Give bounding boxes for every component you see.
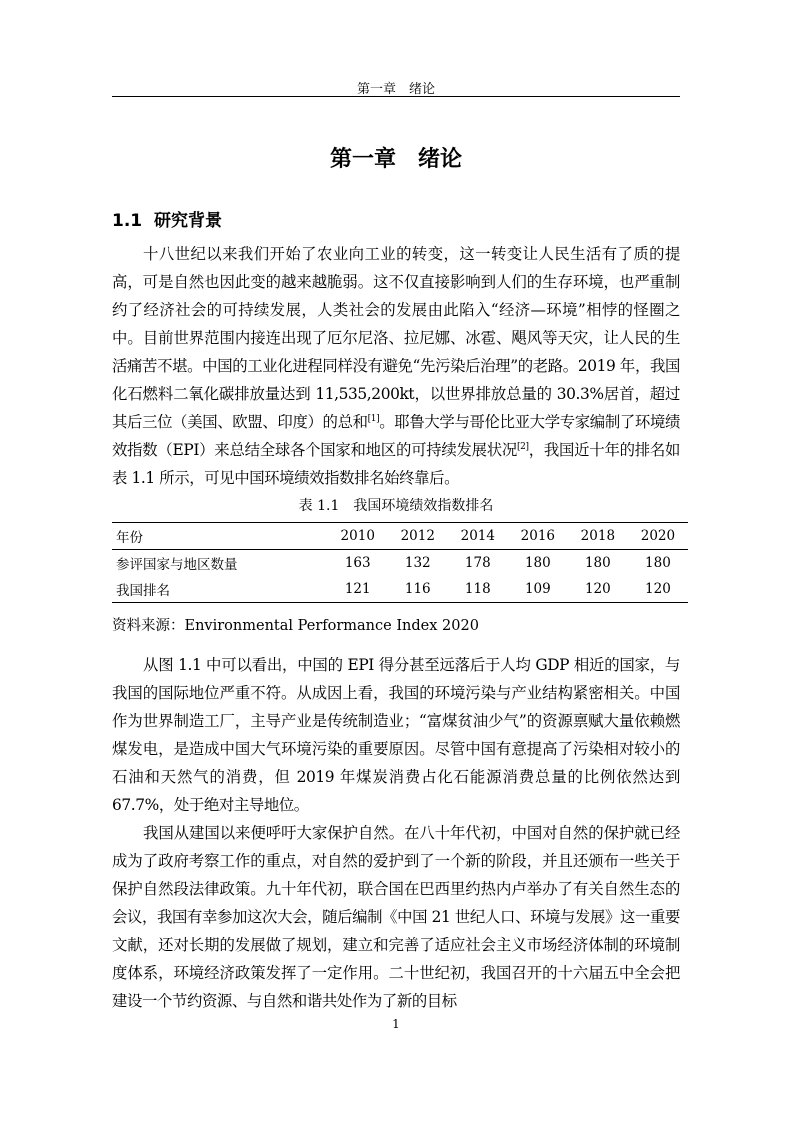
epi-ranking-table	[112, 522, 688, 603]
table-cell: 120	[628, 576, 688, 603]
table-caption: 表 1.1 我国环境绩效指数排名	[298, 498, 494, 514]
table-header-row	[112, 523, 688, 550]
table-header-label: 年份	[112, 523, 328, 550]
table-header-year: 2020	[628, 523, 688, 550]
table-row	[112, 550, 688, 577]
table-cell: 180	[524, 555, 551, 571]
table-cell: 120	[568, 576, 628, 603]
page-number: 1	[392, 1017, 400, 1031]
section-number: 1.1	[112, 211, 143, 231]
table-row-label: 参评国家与地区数量	[116, 557, 238, 573]
table-cell: 178	[464, 555, 491, 571]
table-cell: 116	[388, 576, 448, 603]
table-row	[112, 576, 688, 603]
section-heading	[112, 206, 222, 231]
table-header-year: 2012	[388, 523, 448, 550]
chapter-title: 第一章 绪论	[329, 147, 462, 172]
section-title: 研究背景	[154, 211, 222, 231]
table-header-year: 2018	[568, 523, 628, 550]
table-cell: 121	[328, 576, 388, 603]
paragraph-text: 十八世纪以来我们开始了农业向工业的转变，这一转变让人民生活有了质的提高，可是自然也因此变的越来越脆弱。这不仅直接影响到人们的生存环境，也严重制约了经济社会的可持续发展，人类社会的发展由此陷入“经济—环境”相悖的怪圈之中。目前世界范围内接连出现了厄尔尼洛、拉尼娜、冰雹、飓风等天灾，让人民的生活痛苦不堪。中国的工业化进程同样没有避免“先污染后治理”的老路。2019 年，我国化石燃料二氧化碳排放量达到 11,535,200kt，以世界排放总量的 30.3%居首，超过其后三位（美国、欧盟、印度）的总和	[112, 245, 680, 431]
table-header-year: 2014	[448, 523, 508, 550]
header-rule	[112, 96, 680, 97]
table-cell: 180	[584, 555, 611, 571]
table-cell: 180	[645, 555, 671, 571]
running-header: 第一章 绪论	[356, 82, 435, 97]
table-header-year: 2010	[328, 523, 388, 550]
table-cell: 109	[508, 576, 568, 603]
paragraph-policy-history: 我国从建国以来便呼吁大家保护自然。在八十年代初，中国对自然的保护就已经成为了政府考察工作的重点，对自然的爱护到了一个新的阶段，并且还颁布一些关于保护自然段法律政策。九十年代初，联合国在巴西里约热内卢举办了有关自然生态的会议，我国有幸参加这次大会，随后编制《中国 21 世纪人口、环境与发展》这一重要文献，还对长期的发展做了规划，建立和完善了适应社会主义市场经济体制的环境制度体系，环境经济政策发挥了一定作用。二十世纪初，我国召开的十六届五中全会把建设一个节约资源、与自然和谐共处作为了新的目标	[112, 824, 680, 1010]
table-header-year: 2016	[508, 523, 568, 550]
citation-ref-1[interactable]: [1]	[367, 414, 380, 424]
paragraph-epi-analysis: 从图 1.1 中可以看出，中国的 EPI 得分甚至远落后于人均 GDP 相近的国家，与我国的国际地位严重不符。从成因上看，我国的环境污染与产业结构紧密相关。中国作为世界制造工厂，主导产业是传统制造业；“富煤贫油少气”的资源禀赋大量依赖燃煤发电，是造成中国大气环境污染的重要原因。尽管中国有意提高了污染相对较小的石油和天然气的消费，但 2019 年煤炭消费占化石能源消费总量的比例依然达到 67.7%，处于绝对主导地位。	[112, 656, 680, 814]
paragraph-background	[112, 240, 680, 492]
table-cell: 163	[344, 555, 371, 571]
table-cell: 132	[404, 555, 431, 571]
paragraph-text: 。耶鲁大学与哥伦比亚大学专家编制了环境绩效指数（EPI）来总结全球各个国家和地区的可持续发展状况	[112, 413, 680, 459]
paragraph-text: ，我国近十年的排名如表 1.1 所示，可见中国环境绩效指数排名始终靠后。	[112, 441, 680, 487]
citation-ref-2[interactable]: [2]	[517, 442, 529, 452]
table-source-note: 资料来源：Environmental Performance Index 2020	[112, 618, 479, 634]
table-row-label: 我国排名	[112, 576, 328, 603]
table-cell: 118	[448, 576, 508, 603]
